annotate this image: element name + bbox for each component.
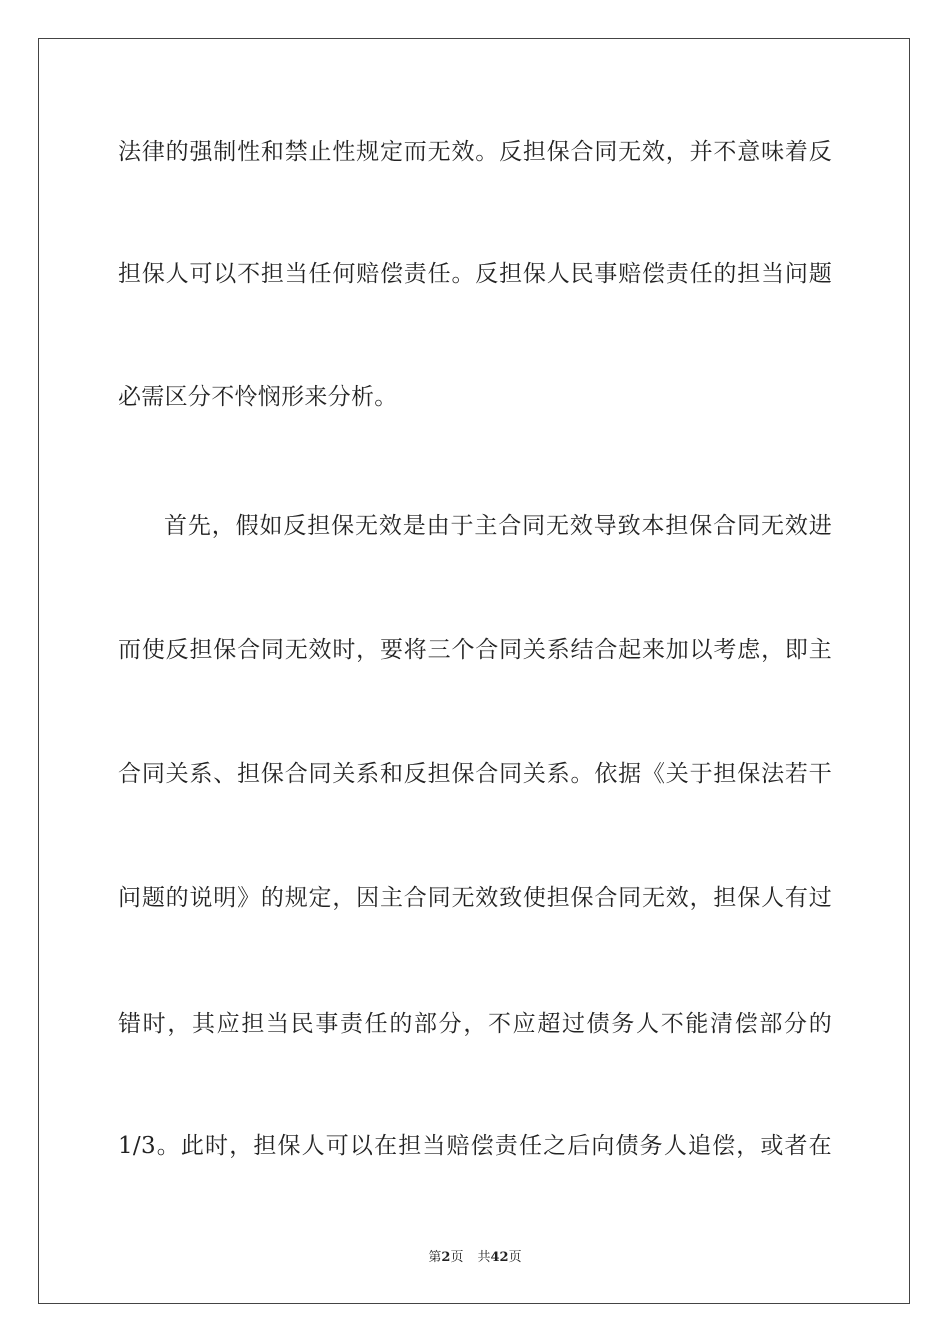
body-text-line-4: 首先，假如反担保无效是由于主合同无效导致本担保合同无效进 bbox=[164, 513, 832, 539]
footer-page-suffix: 页 bbox=[450, 1250, 464, 1265]
body-text-line-5: 而使反担保合同无效时，要将三个合同关系结合起来加以考虑，即主 bbox=[118, 637, 832, 663]
body-text-line-9: 1/3。此时，担保人可以在担当赔偿责任之后向债务人追偿，或者在 bbox=[118, 1133, 832, 1159]
footer-total-prefix: 共 bbox=[477, 1250, 491, 1265]
footer-page-number: 2 bbox=[441, 1250, 451, 1265]
body-text-line-2: 担保人可以不担当任何赔偿责任。反担保人民事赔偿责任的担当问题 bbox=[118, 261, 832, 287]
footer-page-prefix: 第 bbox=[428, 1250, 442, 1265]
body-text-line-6: 合同关系、担保合同关系和反担保合同关系。依据《关于担保法若干 bbox=[118, 761, 832, 787]
footer-total-suffix: 页 bbox=[508, 1250, 522, 1265]
page-border bbox=[38, 38, 910, 1304]
body-text-line-8: 错时，其应担当民事责任的部分，不应超过债务人不能清偿部分的 bbox=[118, 1011, 832, 1037]
body-text-line-1: 法律的强制性和禁止性规定而无效。反担保合同无效，并不意味着反 bbox=[118, 139, 832, 165]
body-text-line-3: 必需区分不怜悯形来分析。 bbox=[118, 384, 398, 410]
footer-total-pages: 42 bbox=[490, 1250, 509, 1265]
page-footer bbox=[0, 1249, 950, 1267]
body-text-line-7: 问题的说明》的规定，因主合同无效致使担保合同无效，担保人有过 bbox=[118, 885, 832, 911]
